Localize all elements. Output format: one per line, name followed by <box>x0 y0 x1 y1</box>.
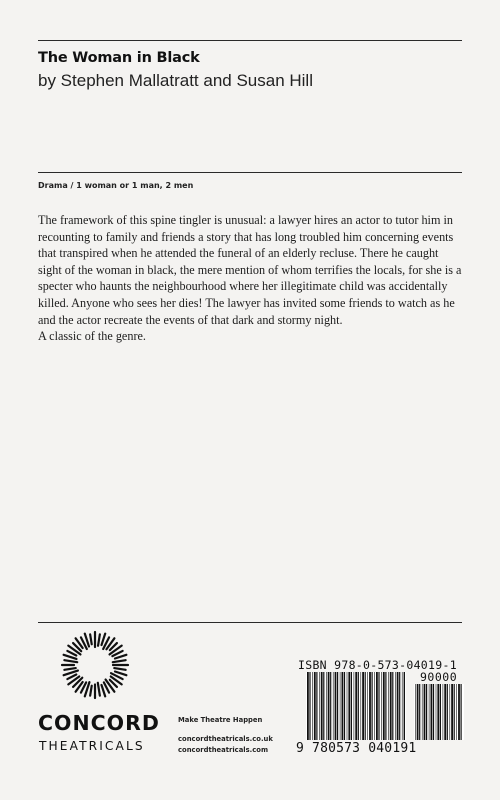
blurb-paragraph: The framework of this spine tingler is unusual: a lawyer hires an actor to tutor him in recounting to family and friends a story that has long troubled him concerning events that transpired when he attended the funeral of an elderly recluse. There he caught sight of the woman in black, the mere mention of whom terrifies the locals, for she is a specter who haunts the neighbourhood where her illegitimate child was accidentally killed. Anyone who sees her dies! The lawyer has invited some friends to watch as he and the actor recreate the events of that dark and stormy night. <box>38 213 462 327</box>
price-code: 90000 <box>420 670 458 684</box>
cast-divider <box>38 172 462 173</box>
price-barcode <box>414 684 464 740</box>
cast-info: Drama / 1 woman or 1 man, 2 men <box>38 181 194 190</box>
publisher-tagline: Make Theatre Happen <box>178 716 263 724</box>
blurb-closing: A classic of the genre. <box>38 329 146 344</box>
publisher-subname: THEATRICALS <box>39 739 145 753</box>
barcode-digits: 9 780573 040191 <box>296 741 417 756</box>
footer-divider <box>38 622 462 623</box>
book-title: The Woman in Black <box>38 50 200 66</box>
concord-ring-logo-icon <box>60 630 130 700</box>
book-blurb <box>38 212 464 345</box>
publisher-name: CONCORD <box>38 711 160 735</box>
isbn-label: ISBN 978-0-573-04019-1 <box>298 658 457 672</box>
book-author: by Stephen Mallatratt and Susan Hill <box>38 71 313 90</box>
publisher-website-com: concordtheatricals.com <box>178 746 269 754</box>
isbn-barcode <box>306 672 406 740</box>
top-divider <box>38 40 462 41</box>
publisher-website-uk: concordtheatricals.co.uk <box>178 735 273 743</box>
